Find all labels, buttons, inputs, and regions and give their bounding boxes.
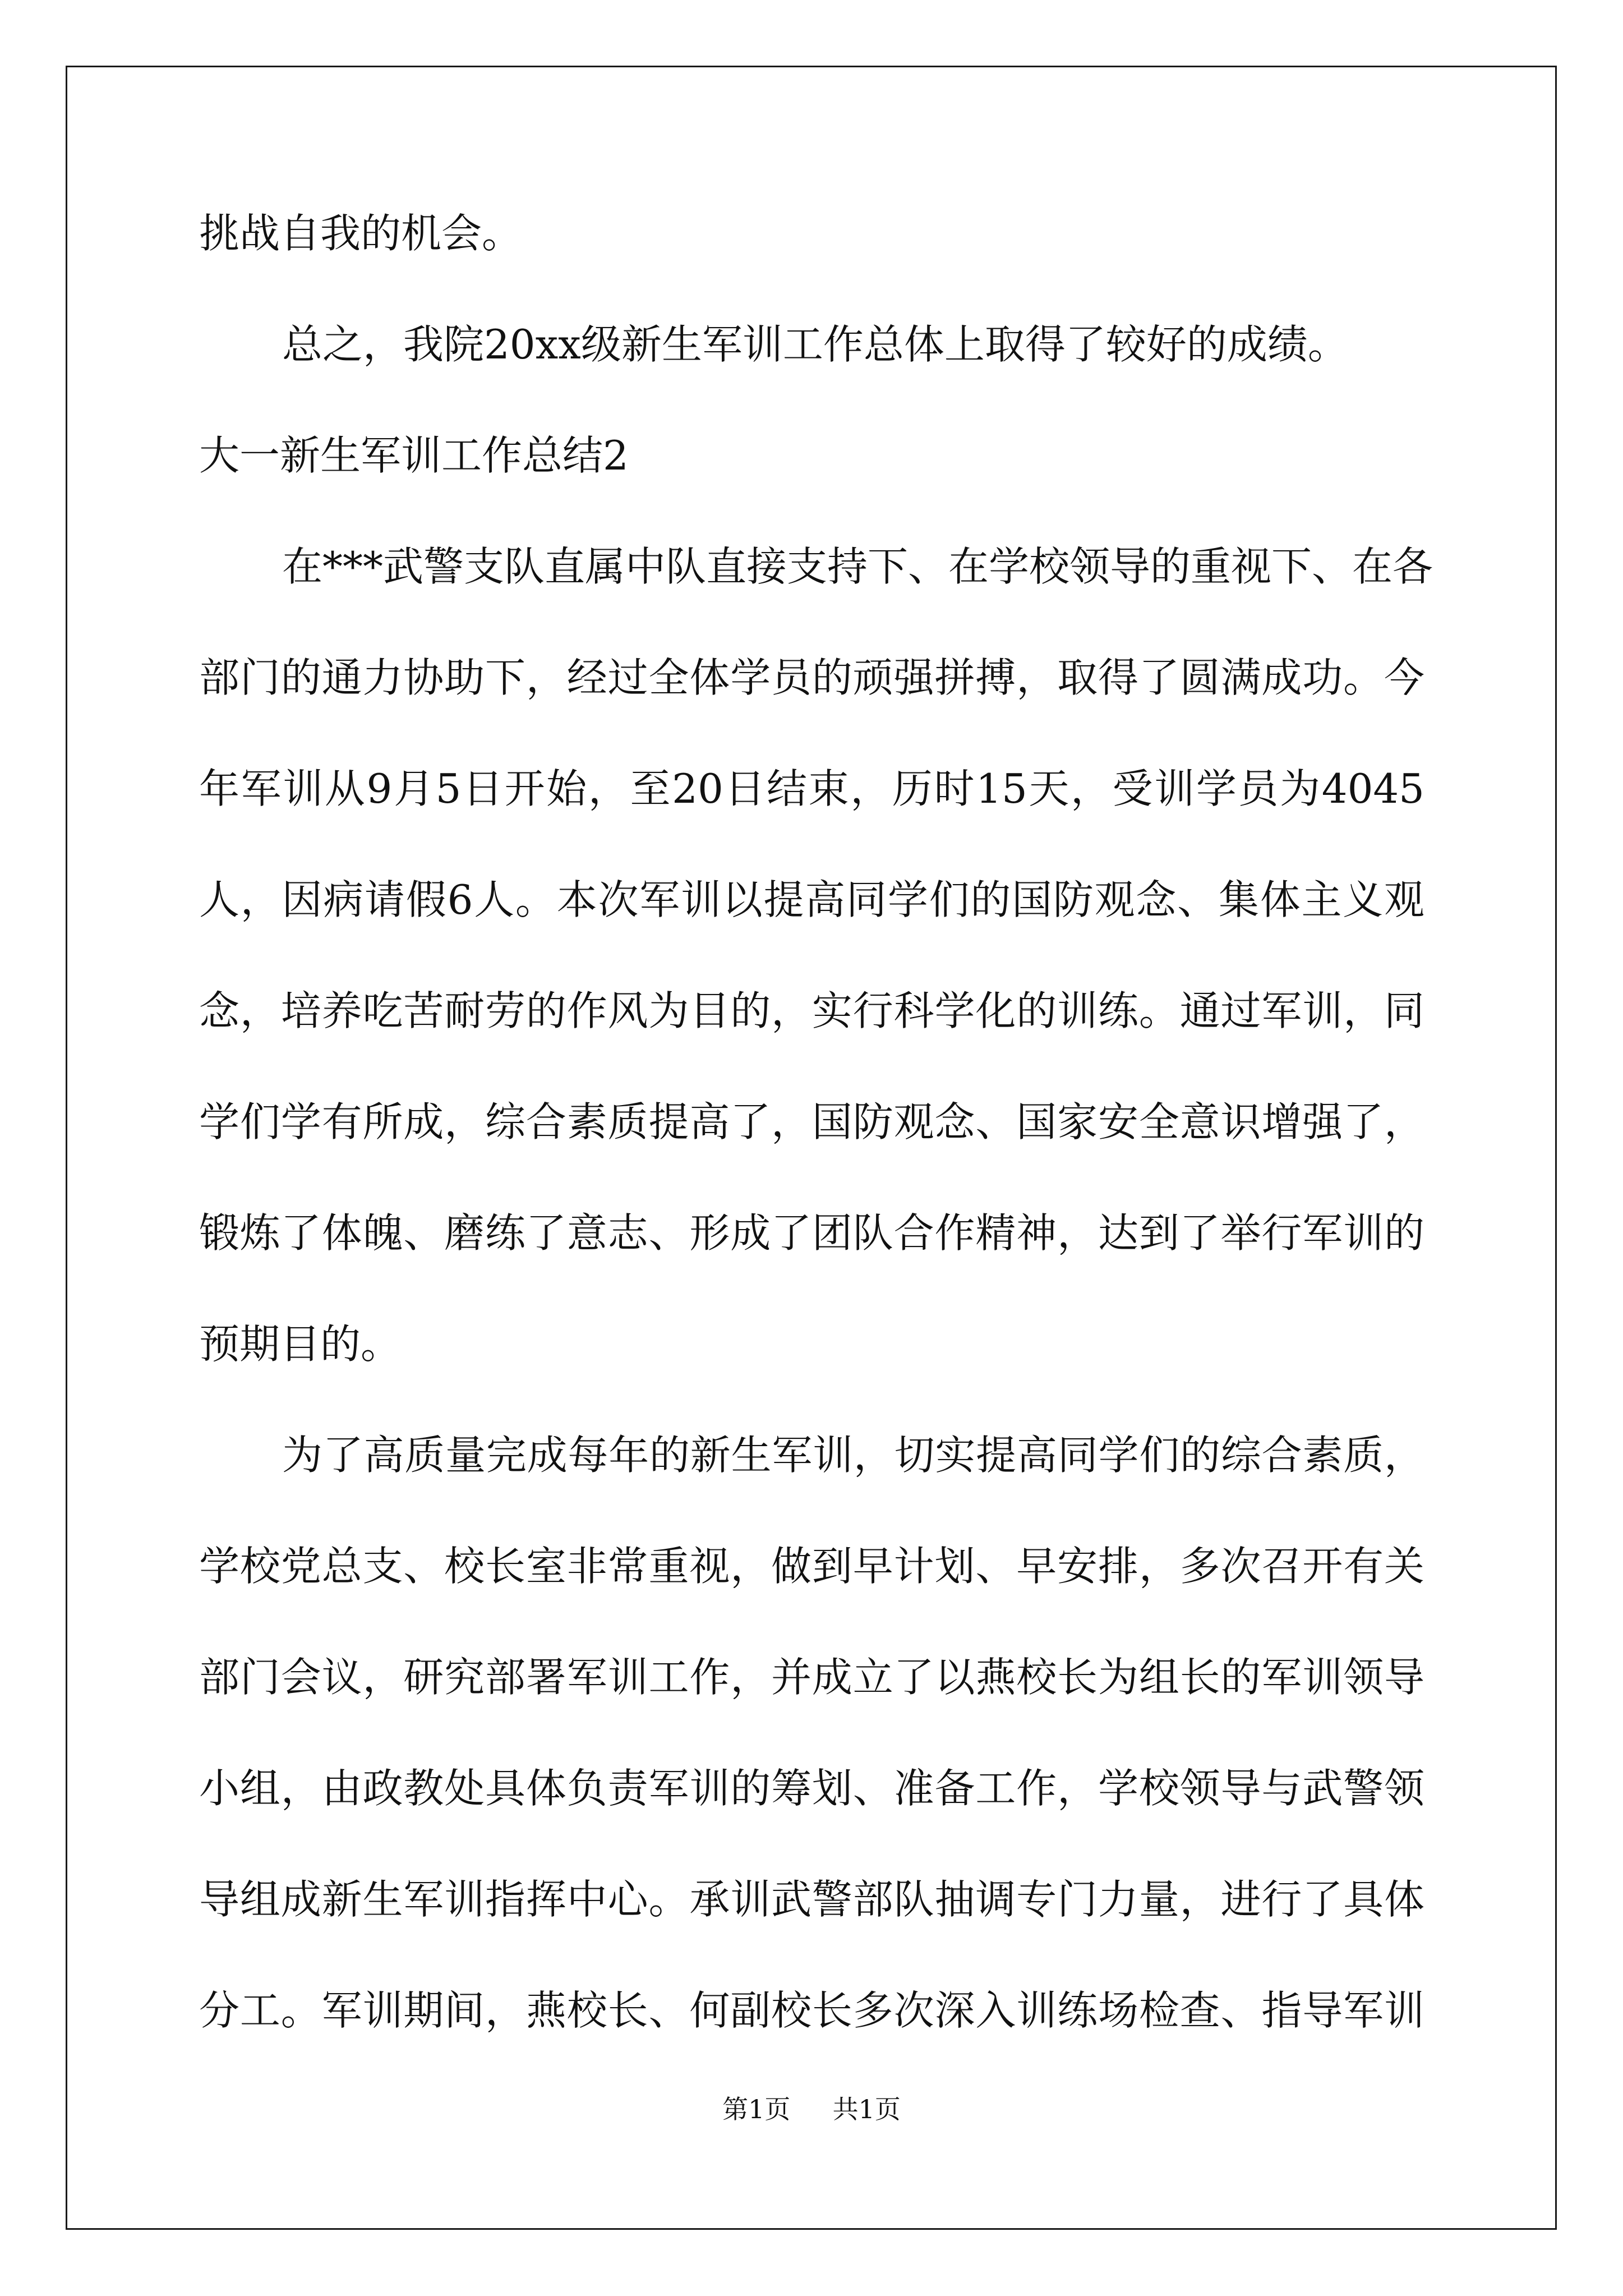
line-text: 部门会议，研究部署军训工作，并成立了以燕校长为组长的军训领导 [199, 1654, 1424, 1701]
paragraph-line [199, 539, 1433, 650]
paragraph-line [199, 1094, 1424, 1205]
line-text: 分工。军训期间，燕校长、何副校长多次深入训练场检查、指导军训 [199, 1987, 1424, 2034]
paragraph-line [199, 1427, 1424, 1538]
paragraph-line [199, 1982, 1424, 2093]
line-text: 小组，由政教处具体负责军训的筹划、准备工作，学校领导与武警领 [199, 1765, 1424, 1812]
paragraph-line [199, 1538, 1424, 1649]
line-text: 学校党总支、校长室非常重视，做到早计划、早安排，多次召开有关 [199, 1543, 1424, 1590]
paragraph-line [199, 983, 1424, 1094]
heading-text: 大一新生军训工作总结2 [199, 432, 629, 479]
line-text: 年军训从9月5日开始，至20日结束，历时15天，受训学员为4045 [199, 765, 1424, 812]
paragraph-line [199, 1760, 1424, 1871]
line-text: 预期目的。 [199, 1320, 402, 1368]
paragraph-line [199, 316, 1424, 427]
section-heading [199, 427, 1424, 539]
page-number: 第1页 [722, 2094, 791, 2124]
paragraph-line [199, 1205, 1424, 1316]
line-text: 总之，我院20xx级新生军训工作总体上取得了较好的成绩。 [282, 321, 1348, 368]
paragraph-line [199, 205, 1424, 316]
line-text: 为了高质量完成每年的新生军训，切实提高同学们的综合素质， [282, 1432, 1424, 1479]
document-body [199, 205, 1433, 2093]
line-text: 挑战自我的机会。 [199, 210, 523, 257]
line-text: 导组成新生军训指挥中心。承训武警部队抽调专门力量，进行了具体 [199, 1876, 1424, 1923]
paragraph-line [199, 1316, 1424, 1427]
line-text: 锻炼了体魄、磨练了意志、形成了团队合作精神，达到了举行军训的 [199, 1209, 1424, 1257]
paragraph-line [199, 1871, 1424, 1982]
paragraph-line [199, 650, 1424, 761]
line-text: 人，因病请假6人。本次军训以提高同学们的国防观念、集体主义观 [199, 876, 1424, 923]
page-total: 共1页 [832, 2094, 901, 2124]
line-text: 念，培养吃苦耐劳的作风为目的，实行科学化的训练。通过军训，同 [199, 987, 1424, 1034]
paragraph-line [199, 1649, 1424, 1760]
line-text: 部门的通力协助下，经过全体学员的顽强拼搏，取得了圆满成功。今 [199, 654, 1424, 701]
page-footer [0, 2089, 1623, 2126]
paragraph-line [199, 761, 1424, 872]
line-text: 在***武警支队直属中队直接支持下、在学校领导的重视下、在各 [282, 543, 1433, 590]
paragraph-line [199, 872, 1424, 983]
line-text: 学们学有所成，综合素质提高了，国防观念、国家安全意识增强了， [199, 1098, 1424, 1145]
